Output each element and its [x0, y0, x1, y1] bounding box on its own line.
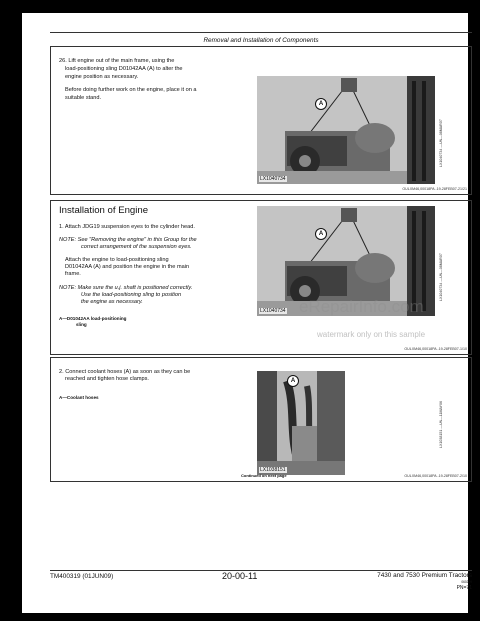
figure-vertical-ref: LX1040734 —UN—08MAR07 — [439, 119, 443, 167]
note-2-line-3: the engine as necessary. — [81, 299, 143, 305]
note-2-line-2: Use the load-positioning sling to position — [81, 292, 182, 298]
footer-page-number: 20-00-11 — [222, 571, 258, 581]
legend-line-2: sling — [76, 322, 87, 327]
continued-notice: Continued on next page — [241, 473, 287, 478]
header-rule-top — [50, 32, 472, 33]
legend: A—Coolant hoses — [59, 395, 99, 400]
body-line-1: Attach the engine to load-positioning sling — [65, 257, 169, 263]
manual-page — [22, 13, 472, 613]
step-26-note-line-1: Before doing further work on the engine, place it on a — [65, 87, 197, 93]
coolant-hoses-photo — [257, 371, 345, 475]
footer-product: 7430 and 7530 Premium Tractors — [377, 572, 472, 579]
callout-a: A — [315, 98, 327, 110]
section-footer-ref: OULXM46,00018PA -19-28FEB07-2/10 — [404, 474, 467, 478]
section-footer-ref: OULXM46,00018PA -19-28FEB07-1/10 — [404, 347, 467, 351]
step-26-line-2: load-positioning sling D01042AA (A) to alter the — [65, 66, 183, 72]
section-footer-ref: OULXM46,00018PA -19-28FEB07-21/21 — [402, 187, 467, 191]
step-2-line-1: 2. Connect coolant hoses (A) as soon as they can be — [59, 369, 191, 375]
note-1-line-2: correct arrangement of the suspension eyes. — [81, 244, 192, 250]
footer-code: 060209 — [461, 580, 472, 584]
callout-a: A — [315, 228, 327, 240]
legend-line-1: A—D01042AA load-positioning — [59, 316, 127, 321]
step-1: 1. Attach JDG19 suspension eyes to the cylinder head. — [59, 224, 195, 230]
figure-vertical-ref: LX1038151 —UN—11MAY06 — [439, 400, 443, 448]
section-lift-engine — [50, 46, 472, 195]
watermark-note: watermark only on this sample — [317, 330, 426, 339]
page-header-title: Removal and Installation of Components — [203, 37, 319, 44]
coolant-hoses-illustration — [257, 371, 345, 475]
step-26-line-1: 26. Lift engine out of the main frame, using the — [59, 58, 175, 64]
step-26-note-line-2: suitable stand. — [65, 95, 102, 101]
body-line-2: D01042AA (A) and position the engine in the main — [65, 264, 190, 270]
footer-rule — [50, 570, 472, 571]
engine-lift-photo — [257, 76, 435, 184]
watermark-site: eRepairInfo.com — [299, 297, 424, 316]
step-26-line-3: engine position as necessary. — [65, 74, 139, 80]
note-2-line-1: NOTE: Make sure the u.j. shaft is positioned correctly. — [59, 285, 193, 291]
step-2-line-2: reached and tighten hose clamps. — [65, 376, 149, 382]
callout-a: A — [287, 375, 299, 387]
section-install-engine — [50, 200, 472, 355]
footer-doc-id: TM400319 (01JUN09) — [50, 573, 114, 580]
figure-id: LX1040734 — [260, 176, 286, 182]
figure-vertical-ref: LX1040734 —UN—08MAR07 — [439, 253, 443, 301]
body-line-3: frame. — [65, 271, 81, 277]
note-1-line-1: NOTE: See "Removing the engine" in this Group for the — [59, 237, 197, 243]
section-coolant-hoses — [50, 357, 472, 482]
figure-id: LX1040734 — [260, 308, 286, 314]
footer-pn: PN=71 — [456, 585, 472, 591]
engine-lift-illustration — [257, 76, 435, 184]
figure-id: LX1038151 — [260, 467, 286, 473]
section-heading: Installation of Engine — [59, 205, 149, 216]
